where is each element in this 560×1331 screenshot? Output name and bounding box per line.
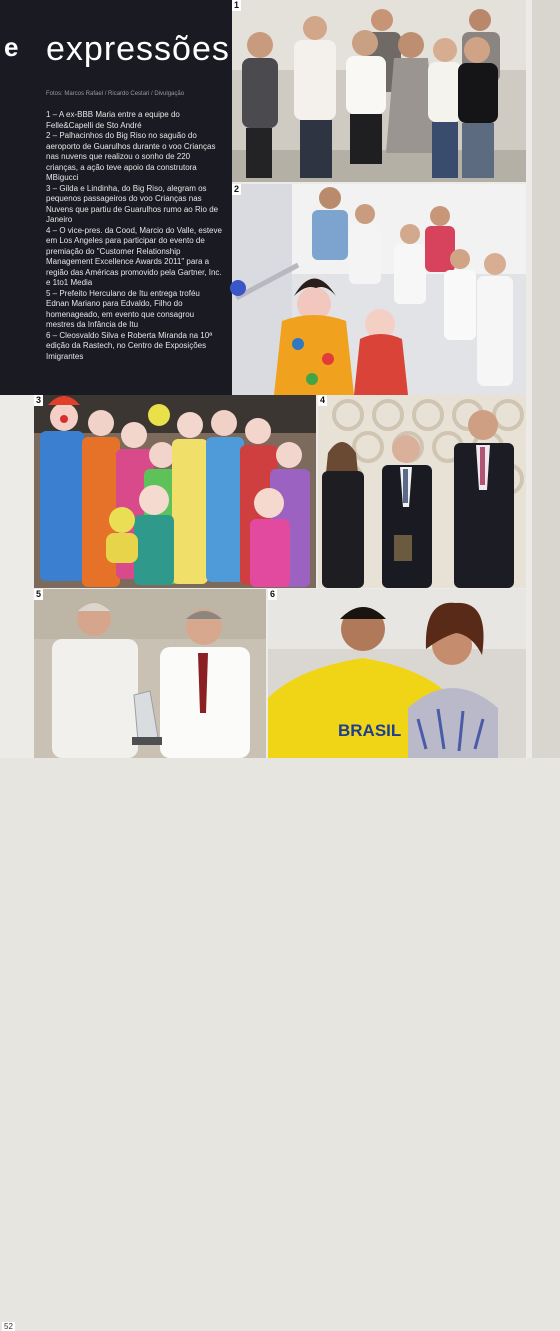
- header-panel: [0, 0, 232, 395]
- photo-3-image: [34, 395, 316, 588]
- photo-4: [318, 395, 526, 588]
- photo-6: [268, 589, 526, 758]
- photo-6-number: 6: [270, 589, 276, 599]
- photo-4-number: 4: [320, 395, 326, 405]
- photo-5-image: [34, 589, 266, 758]
- page-title: expressões: [46, 30, 230, 68]
- page-number: 52: [4, 1322, 13, 1331]
- caption-2: 2 – Palhacinhos do Big Riso no saguão do aeroporto de Guarulhos durante o voo Crianças nas nuvens que realizou o sonho de 220 crianças, a ação teve apoio da construtora MBigucci: [46, 131, 216, 182]
- photo-3-number: 3: [36, 395, 42, 405]
- photo-2-image: [232, 184, 526, 395]
- caption-list: [46, 110, 222, 362]
- photo-3: [34, 395, 316, 588]
- photo-2: [232, 184, 526, 395]
- brasil-shirt-text: BRASIL: [338, 721, 402, 740]
- caption-6: 6 – Cleosvaldo Silva e Roberta Miranda na 10ª edição da Rastech, no Centro de Exposições Imigrantes: [46, 330, 213, 361]
- photo-5: [4, 589, 266, 1331]
- photo-5-number: 5: [36, 589, 42, 599]
- caption-4: 4 – O vice-pres. da Cood, Marcio do Valle, esteve em Los Angeles para participar do evento de premiação do "Customer Relationship Management Excellence Awards 2011" para a região das Américas promovido pela Gartner, Inc. e 1to1 Media: [46, 225, 222, 287]
- photo-2-number: 2: [234, 184, 240, 194]
- photo-1: [232, 0, 526, 182]
- caption-1: 1 – A ex-BBB Maria entre a equipe do Felle&Capelli de Sto André: [46, 110, 180, 130]
- photo-1-image: [232, 0, 526, 182]
- photo-1-number: 1: [234, 0, 240, 10]
- photo-credits: Fotos: Marcos Rafael / Ricardo Cestari / Divulgação: [46, 91, 185, 97]
- caption-3: 3 – Gilda e Lindinha, do Big Riso, alegram os pequenos passageiros do voo Crianças nas Nuvens que partiu de Guarulhos rumo ao Rio de Janeiro: [46, 183, 219, 224]
- section-letter: e: [4, 32, 19, 62]
- caption-5: 5 – Prefeito Herculano de Itu entrega troféu Ednan Mariano para Edvaldo, Filho do homenageado, em evento que consagrou mestres da Infância de Itu: [46, 288, 200, 329]
- page-edge: [532, 0, 560, 758]
- photo-4-image: [318, 395, 526, 588]
